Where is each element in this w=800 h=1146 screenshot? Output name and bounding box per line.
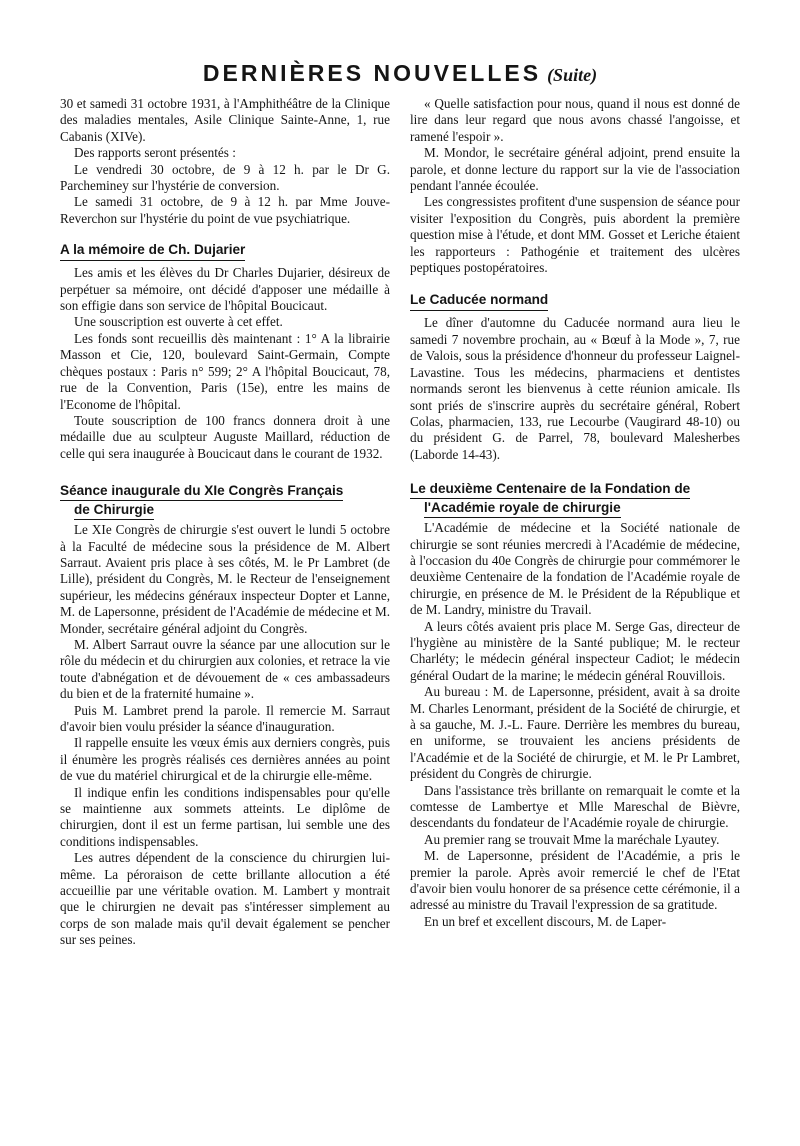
paragraph: Il indique enfin les conditions indispensables pour qu'elle se maintienne aux sommets atteints. Le diplôme de chirurgien, dont il est un ferme partisan, lui semble une des conditions indispensables. xyxy=(60,784,390,849)
paragraph: En un bref et excellent discours, M. de Laper- xyxy=(424,913,667,929)
paragraph: Dans l'assistance très brillante on remarquait le comte et la comtesse de Lambertye et Mlle Mareschal de Bièvre, descendants du fondateur de l'Académie royale de chirurgie. xyxy=(410,782,740,831)
paragraph: « Quelle satisfaction pour nous, quand il nous est donné de lire dans leur regard que nous avons chassé l'angoisse, et ramené l'espoir ». xyxy=(410,96,740,144)
paragraph: Une souscription est ouverte à cet effet. xyxy=(74,314,283,330)
page-title-text: DERNIÈRES NOUVELLES xyxy=(202,60,542,86)
paragraph: M. Albert Sarraut ouvre la séance par une allocution sur le rôle du médecin et du chirurgien aux colonies, et retrace la vie toute d'abnégation et de dévouement de « ces ambassadeurs du bien et de la fraternité humaine ». xyxy=(60,636,390,702)
section-heading-dujarier: A la mémoire de Ch. Dujarier xyxy=(60,241,390,261)
left-column xyxy=(60,96,390,949)
paragraph: Puis M. Lambret prend la parole. Il remercie M. Sarraut d'avoir bien voulu présider la séance d'inauguration. xyxy=(60,702,390,734)
section-heading-caducee: Le Caducée normand xyxy=(410,291,740,311)
page-title xyxy=(0,60,800,87)
paragraph: 30 et samedi 31 octobre 1931, à l'Amphithéâtre de la Clinique des maladies mentales, Asile Clinique Sainte-Anne, 1, rue Cabanis (XIVe). xyxy=(60,96,390,144)
paragraph: Au bureau : M. de Lapersonne, président, avait à sa droite M. Charles Lenormant, président de la Société de chirurgie, et à sa gauche, M. J.-L. Faure. Derrière les membres du bureau, en uniforme, se trouvaient les anciens présidents de l'Académie et de la Société de chirurgie, et M. le Pr Lambret, président du Congrès de chirurgie. xyxy=(410,684,740,782)
section-heading-congres: Séance inaugurale du XIe Congrès Français de Chirurgie xyxy=(60,482,390,518)
paragraph: Des rapports seront présentés : xyxy=(74,145,236,161)
paragraph: Les fonds sont recueillis dès maintenant : 1° A la librairie Masson et Cie, 120, boulevard Saint-Germain, Compte chèques postaux : Paris n° 599; 2° A l'hôpital Boucicaut, 78, rue de la Convention, Paris (15e), entre les mains de l'Econome de l'hôpital. xyxy=(60,330,390,412)
right-column xyxy=(410,96,740,930)
paragraph: M. de Lapersonne, président de l'Académie, a pris le premier la parole. Après avoir remercié le chef de l'Etat d'avoir bien voulu honorer de sa présence cette cérémonie, il a adressé au ministre du Travail l'expression de sa gratitude. xyxy=(410,848,740,913)
section-heading-centenaire: Le deuxième Centenaire de la Fondation de l'Académie royale de chirurgie xyxy=(410,480,740,516)
paragraph: A leurs côtés avaient pris place M. Serge Gas, directeur de l'hygiène au ministère de la Santé publique; M. le recteur Charléty; le médecin général inspecteur Cadiot; le médecin général Oudart de la marine; le médecin général Rouvillois. xyxy=(410,618,740,683)
paragraph: Au premier rang se trouvait Mme la maréchale Lyautey. xyxy=(424,831,720,847)
paragraph: Les autres dépendent de la conscience du chirurgien lui-même. La péroraison de cette brillante allocution a été accueillie par une véritable ovation. M. Lambert y montrait que le chirurgien ne devait pas s'intéresser simplement au corps de son malade mais qu'il devait également se pencher sur ses peines. xyxy=(60,850,390,948)
paragraph: M. Mondor, le secrétaire général adjoint, prend ensuite la parole, et donne lecture du rapport sur la vie de l'association pendant l'année écoulée. xyxy=(410,145,740,194)
page-title-suite: (Suite) xyxy=(547,65,598,85)
paragraph: Toute souscription de 100 francs donnera droit à une médaille due au sculpteur Auguste Maillard, réduction de celle qui sera inaugurée à Boucicaut dans le courant de 1932. xyxy=(60,412,390,461)
paragraph: Le dîner d'automne du Caducée normand aura lieu le samedi 7 novembre prochain, au « Bœuf à la Mode », 7, rue de Valois, sous la présidence d'honneur du professeur Laignel-Lavastine. Tous les médecins, pharmaciens et dentistes normands seront les bienvenus à cette réunion amicale. Ils sont priés de s'inscrire auprès du secrétaire général, Robert Colas, pharmacien, 133, rue Lecourbe (Vaugirard 48-10) ou du président G. de Parrel, 78, boulevard Malesherbes (Laborde 14-43). xyxy=(410,315,740,462)
paragraph: Le samedi 31 octobre, de 9 à 12 h. par Mme Jouve-Reverchon sur l'hystérie du point de vue psychiatrique. xyxy=(60,194,390,226)
paragraph: Il rappelle ensuite les vœux émis aux derniers congrès, puis il énumère les progrès réalisés ces dernières années au point de vue du matériel chirurgical et de la chirurgie elle-même. xyxy=(60,735,390,784)
paragraph: Le XIe Congrès de chirurgie s'est ouvert le lundi 5 octobre à la Faculté de médecine sous la présidence de M. Albert Sarraut. Avaient pris place à ses côtés, M. le Pr Lambret (de Lille), président du Congrès, M. le Recteur de l'enseignement supérieur, les médecins généraux inspecteur Dopter et Lanne, M. de Lapersonne, président de l'Académie de médecine et M. Monder, secrétaire général adjoint du Congrès. xyxy=(60,522,390,636)
paragraph: L'Académie de médecine et la Société nationale de chirurgie se sont réunies mercredi à l'Académie de médecine, à l'occasion du 40e Congrès de chirurgie pour commémorer le deuxième Centenaire de la fondation de l'Académie royale de chirurgie, en présence de M. le Président de la République et de M. Landry, ministre du Travail. xyxy=(410,520,740,618)
paragraph: Les amis et les élèves du Dr Charles Dujarier, désireux de perpétuer sa mémoire, ont décidé d'apposer une médaille à son effigie dans son service de l'hôpital Boucicaut. xyxy=(60,265,390,314)
paragraph: Le vendredi 30 octobre, de 9 à 12 h. par le Dr G. Parcheminey sur l'hystérie de conversion. xyxy=(60,161,390,194)
paragraph: Les congressistes profitent d'une suspension de séance pour visiter l'exposition du Congrès, puis abordent la première question mise à l'étude, et dont MM. Gosset et Leriche étaient les rapporteurs : Pathogénie et traitement des ulcères peptiques postopératoires. xyxy=(410,194,740,276)
